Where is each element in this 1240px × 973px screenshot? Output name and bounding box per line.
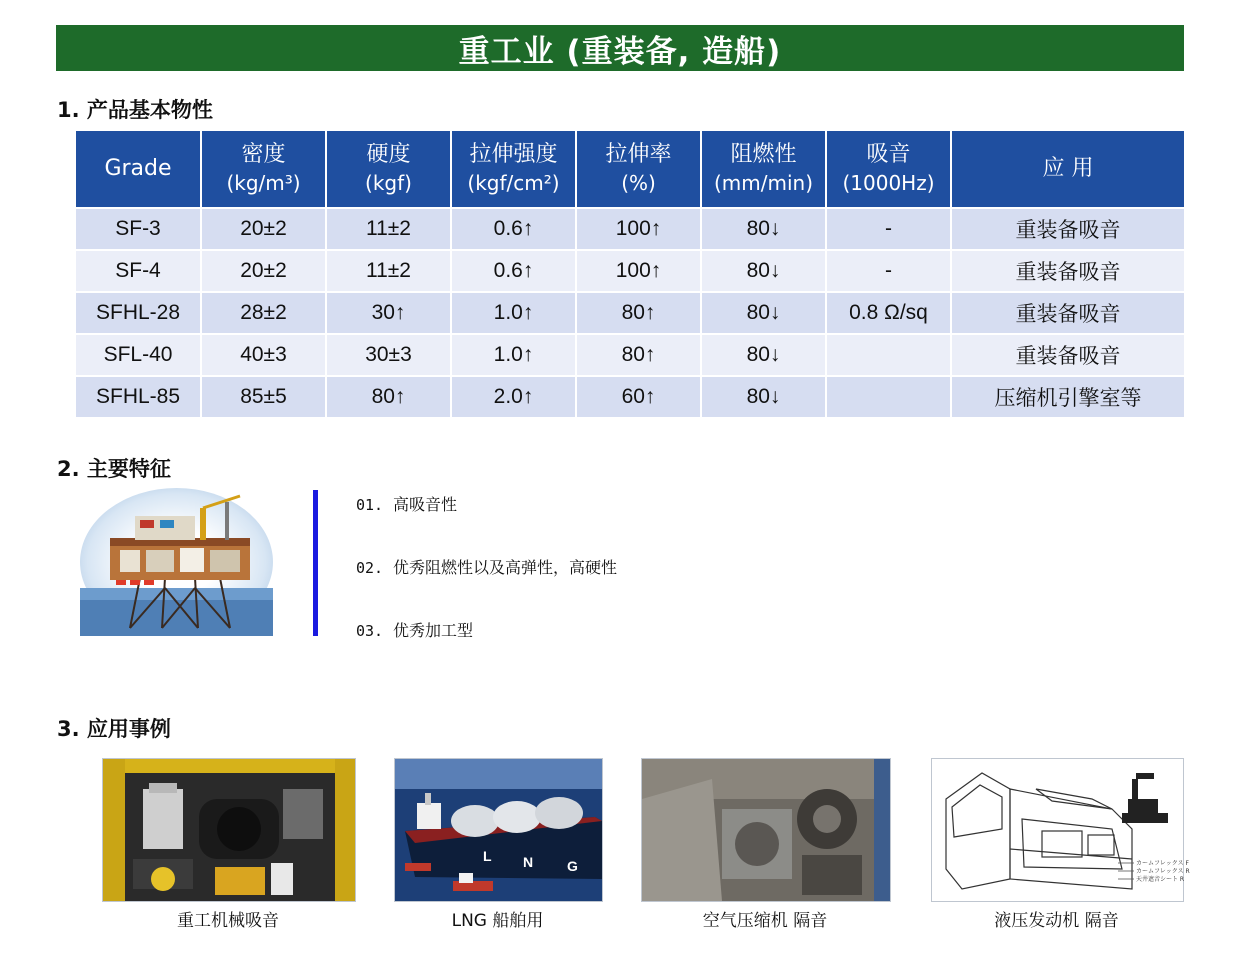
diagram-label: 天井遮音シート R — [1136, 876, 1185, 883]
table-row — [76, 376, 1184, 417]
cell-grade: SF-3 — [76, 208, 201, 250]
ship-letter: L — [483, 848, 492, 864]
table-row — [76, 292, 1184, 334]
cell-flame-retardancy: 80↓ — [701, 208, 826, 250]
cell-application: 重装备吸音 — [951, 292, 1184, 334]
example-caption: LNG 船舶用 — [451, 911, 544, 931]
header-label: 应 用 — [1042, 156, 1094, 181]
cell-hardness: 30±3 — [326, 334, 451, 376]
header-application — [951, 131, 1184, 208]
diagram-label: カームフレックス R — [1136, 868, 1190, 875]
header-unit: (kgf/cm²) — [467, 171, 560, 195]
header-label: 拉伸强度 — [469, 142, 558, 167]
header-grade — [76, 131, 201, 208]
cell-tensile-strength: 0.6↑ — [451, 250, 576, 292]
cell-elongation: 100↑ — [576, 208, 701, 250]
engine-room-line-drawing — [932, 759, 1190, 901]
header-density — [201, 131, 326, 208]
header-label: 拉伸率 — [605, 142, 672, 167]
cell-sound-absorption — [826, 334, 951, 376]
header-sound-absorption — [826, 131, 951, 208]
cell-density: 85±5 — [201, 376, 326, 417]
cell-flame-retardancy: 80↓ — [701, 334, 826, 376]
table-header-row — [76, 131, 1184, 208]
cell-elongation: 80↑ — [576, 334, 701, 376]
header-flame-retardancy — [701, 131, 826, 208]
cell-sound-absorption: 0.8 Ω/sq — [826, 292, 951, 334]
table-row — [76, 250, 1184, 292]
properties-table — [76, 131, 1184, 417]
header-label: 密度 — [241, 142, 286, 167]
cell-application: 重装备吸音 — [951, 334, 1184, 376]
section-title-properties: 1. 产品基本物性 — [57, 98, 213, 122]
feature-text: 优秀加工型 — [393, 621, 474, 640]
cell-density: 40±3 — [201, 334, 326, 376]
feature-accent-bar — [313, 490, 318, 636]
header-tensile-strength — [451, 131, 576, 208]
cell-grade: SF-4 — [76, 250, 201, 292]
offshore-platform-illustration — [80, 488, 273, 636]
cell-grade: SFHL-28 — [76, 292, 201, 334]
air-compressor-photo — [641, 758, 891, 902]
feature-text: 优秀阻燃性以及高弹性，高硬性 — [393, 558, 618, 577]
diagram-label: カームフレックス F — [1136, 860, 1189, 867]
cell-flame-retardancy: 80↓ — [701, 292, 826, 334]
cell-tensile-strength: 1.0↑ — [451, 334, 576, 376]
section-title-features: 2. 主要特征 — [57, 457, 171, 481]
cell-grade: SFL-40 — [76, 334, 201, 376]
cell-tensile-strength: 0.6↑ — [451, 208, 576, 250]
cell-application: 重装备吸音 — [951, 208, 1184, 250]
cell-application: 重装备吸音 — [951, 250, 1184, 292]
table-row — [76, 208, 1184, 250]
feature-number: 03. — [356, 622, 384, 640]
example-caption: 空气压缩机 隔音 — [702, 911, 828, 931]
ship-letter: G — [567, 858, 578, 874]
table-row — [76, 334, 1184, 376]
feature-item — [356, 618, 473, 641]
header-label: 硬度 — [366, 142, 411, 167]
ship-letter: N — [523, 854, 534, 870]
header-unit: (kg/m³) — [226, 171, 301, 195]
header-label: 吸音 — [866, 142, 911, 167]
header-label: Grade — [104, 156, 172, 181]
cell-sound-absorption: - — [826, 208, 951, 250]
header-unit: (mm/min) — [713, 171, 814, 195]
header-unit: (kgf) — [365, 171, 412, 195]
cell-flame-retardancy: 80↓ — [701, 376, 826, 417]
header-unit: (1000Hz) — [842, 171, 935, 195]
lng-ship-illustration — [395, 759, 602, 901]
cell-elongation: 100↑ — [576, 250, 701, 292]
feature-item — [356, 555, 617, 578]
cell-density: 20±2 — [201, 208, 326, 250]
cell-hardness: 80↑ — [326, 376, 451, 417]
page-title: 重工业 (重装备, 造船) — [458, 33, 782, 70]
cell-tensile-strength: 1.0↑ — [451, 292, 576, 334]
cell-sound-absorption: - — [826, 250, 951, 292]
cell-density: 20±2 — [201, 250, 326, 292]
compressor-illustration — [642, 759, 890, 901]
cell-flame-retardancy: 80↓ — [701, 250, 826, 292]
cell-application: 压缩机引擎室等 — [951, 376, 1184, 417]
cell-hardness: 11±2 — [326, 250, 451, 292]
cell-density: 28±2 — [201, 292, 326, 334]
offshore-platform-image — [80, 488, 273, 636]
section-title-examples: 3. 应用事例 — [57, 717, 171, 741]
header-unit: (%) — [621, 171, 656, 195]
example-caption: 重工机械吸音 — [177, 911, 279, 931]
feature-item — [356, 492, 457, 515]
cell-hardness: 30↑ — [326, 292, 451, 334]
heavy-machinery-photo — [102, 758, 356, 902]
header-elongation — [576, 131, 701, 208]
feature-number: 01. — [356, 496, 384, 514]
feature-number: 02. — [356, 559, 384, 577]
cell-sound-absorption — [826, 376, 951, 417]
example-caption: 液压发动机 隔音 — [994, 911, 1119, 931]
cell-elongation: 80↑ — [576, 292, 701, 334]
hydraulic-engine-diagram — [931, 758, 1190, 902]
feature-text: 高吸音性 — [393, 495, 458, 514]
engine-bay-illustration — [103, 759, 355, 901]
cell-grade: SFHL-85 — [76, 376, 201, 417]
header-hardness — [326, 131, 451, 208]
cell-hardness: 11±2 — [326, 208, 451, 250]
cell-elongation: 60↑ — [576, 376, 701, 417]
lng-ship-photo — [394, 758, 603, 902]
page-banner — [56, 25, 1184, 71]
header-label: 阻燃性 — [730, 142, 797, 167]
cell-tensile-strength: 2.0↑ — [451, 376, 576, 417]
